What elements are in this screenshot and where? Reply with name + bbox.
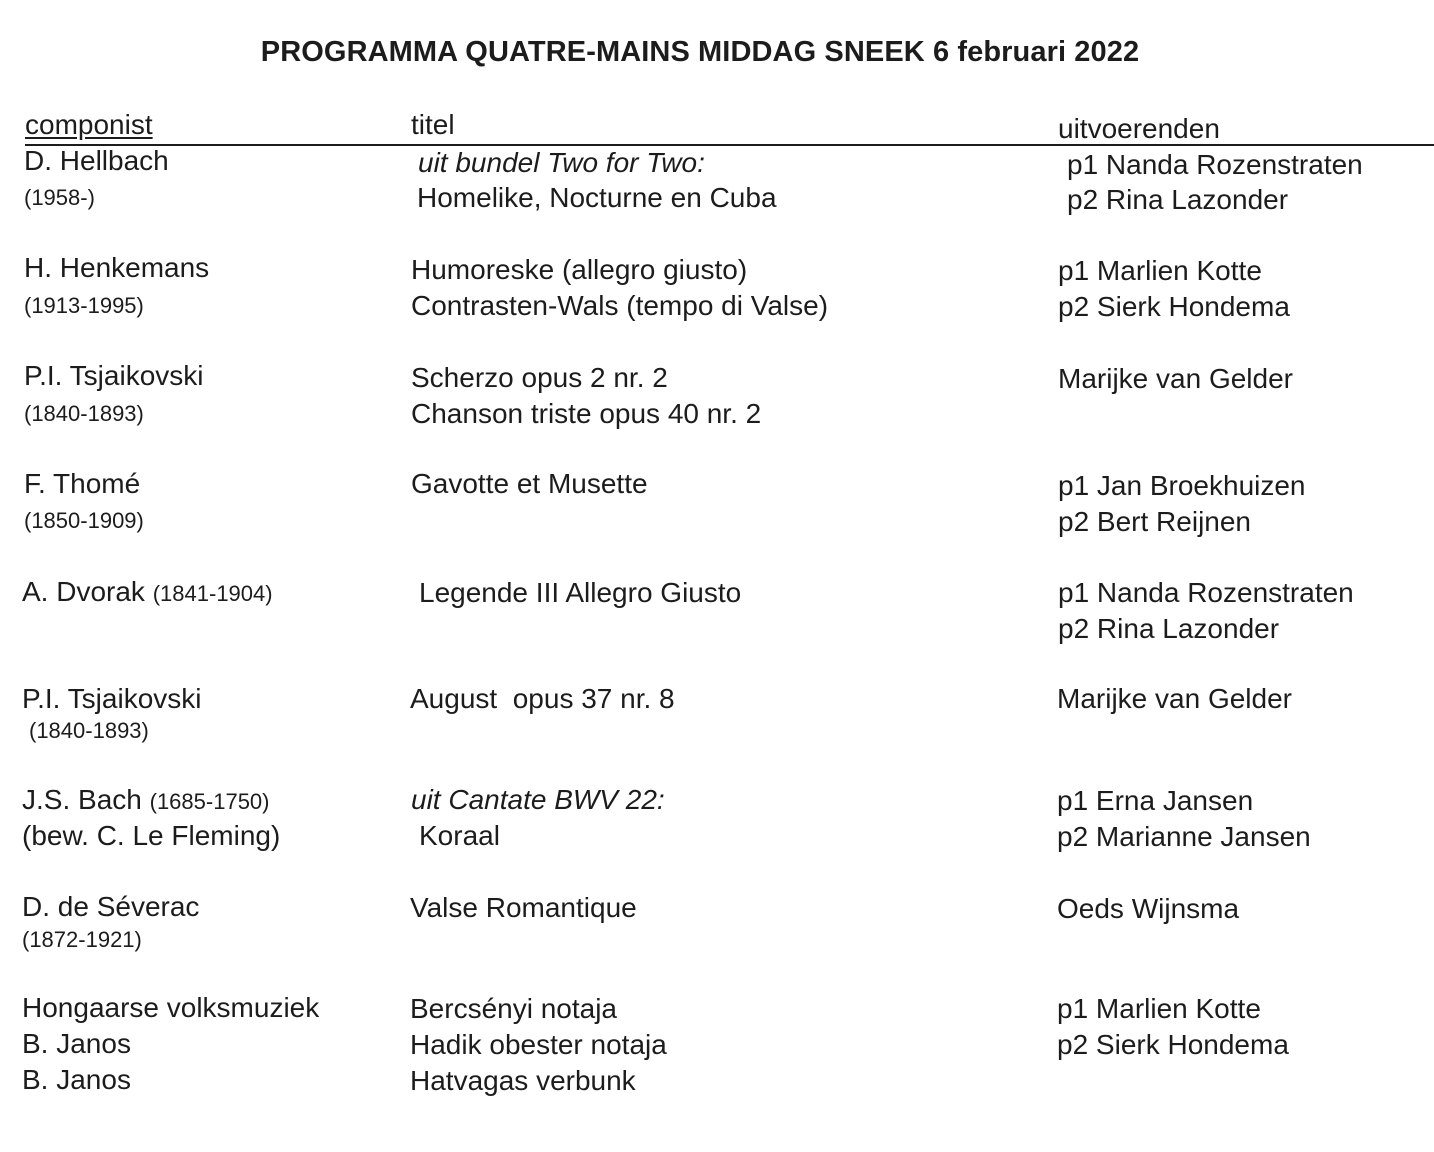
composer-name: B. Janos: [22, 1028, 131, 1059]
header-performers: uitvoerenden: [1058, 113, 1220, 144]
performer: p1 Marlien Kotte: [1058, 255, 1262, 286]
composer-name: Hongaarse volksmuziek: [22, 992, 320, 1023]
header-rule: [25, 144, 1434, 146]
performer: Marijke van Gelder: [1057, 683, 1292, 714]
performer: p2 Bert Reijnen: [1058, 506, 1252, 537]
performer: p1 Erna Jansen: [1057, 785, 1254, 816]
composer-name: P.I. Tsjaikovski: [22, 683, 202, 714]
piece-title: uit bundel Two for Two:: [418, 147, 705, 178]
composer-years: (1850-1909): [24, 508, 144, 533]
page-title: PROGRAMMA QUATRE-MAINS MIDDAG SNEEK 6 februari 2022: [260, 36, 1140, 68]
performer: p1 Marlien Kotte: [1057, 993, 1261, 1024]
composer-name: [22, 576, 273, 610]
performer: Oeds Wijnsma: [1057, 893, 1240, 924]
performer: p1 Jan Broekhuizen: [1058, 470, 1306, 501]
piece-title: uit Cantate BWV 22:: [411, 784, 665, 815]
piece-title: Humoreske (allegro giusto): [411, 254, 748, 285]
composer-name: D. de Séverac: [22, 891, 200, 922]
piece-title: Scherzo opus 2 nr. 2: [411, 362, 668, 393]
composer-name: F. Thomé: [24, 468, 141, 499]
composer-years: (1872-1921): [22, 927, 142, 952]
header-title: titel: [411, 109, 455, 140]
performer: p2 Sierk Hondema: [1058, 291, 1290, 322]
composer-name: D. Hellbach: [24, 145, 169, 176]
composer-name: B. Janos: [22, 1064, 131, 1095]
composer-years: (1840-1893): [24, 401, 144, 426]
piece-title: Contrasten-Wals (tempo di Valse): [411, 290, 829, 321]
performer: p2 Rina Lazonder: [1058, 613, 1280, 644]
performer: p2 Sierk Hondema: [1057, 1029, 1289, 1060]
piece-title: August opus 37 nr. 8: [410, 683, 675, 714]
piece-title: Valse Romantique: [410, 892, 637, 923]
piece-title: Gavotte et Musette: [411, 468, 648, 499]
piece-title: Homelike, Nocturne en Cuba: [417, 182, 777, 213]
composer-name: H. Henkemans: [24, 252, 210, 283]
composer-years: (1840-1893): [29, 718, 149, 743]
performer: p2 Marianne Jansen: [1057, 821, 1311, 852]
header-composer: componist: [25, 109, 153, 140]
performer: Marijke van Gelder: [1058, 363, 1293, 394]
composer-years: (1841-1904): [152, 581, 273, 606]
composer-years: (1958-): [24, 185, 95, 210]
piece-title: Bercsényi notaja: [410, 993, 618, 1024]
performer: p1 Nanda Rozenstraten: [1067, 149, 1363, 180]
composer-name-text: J.S. Bach: [22, 784, 142, 815]
piece-title: Legende III Allegro Giusto: [419, 577, 742, 608]
piece-title: Koraal: [419, 820, 500, 851]
composer-years: (1913-1995): [24, 293, 144, 318]
performer: p2 Rina Lazonder: [1067, 184, 1289, 215]
composer-name: [22, 784, 270, 818]
piece-title: Hatvagas verbunk: [410, 1065, 636, 1096]
performer: p1 Nanda Rozenstraten: [1058, 577, 1354, 608]
composer-years: (1685-1750): [149, 789, 270, 814]
piece-title: Chanson triste opus 40 nr. 2: [411, 398, 762, 429]
piece-title: Hadik obester notaja: [410, 1029, 667, 1060]
composer-name-text: A. Dvorak: [22, 576, 145, 607]
composer-arranger: (bew. C. Le Fleming): [22, 820, 281, 851]
composer-name: P.I. Tsjaikovski: [24, 360, 204, 391]
